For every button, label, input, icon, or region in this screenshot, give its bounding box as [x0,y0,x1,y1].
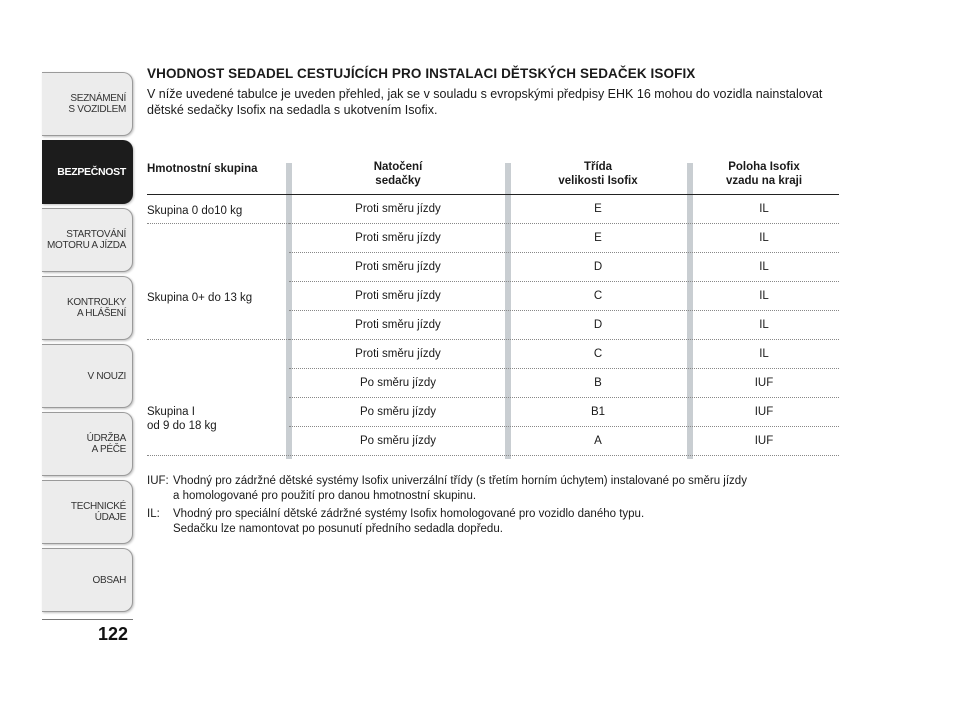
tab-label: ÚDRŽBA A PÉČE [86,433,126,455]
header-class [507,160,689,188]
tab-startovani[interactable] [42,208,133,272]
tab-label: TECHNICKÉ ÚDAJE [70,501,126,523]
table-row [147,253,839,282]
table-row [147,398,839,427]
group-text: Skupina 0+ do 13 kg [147,292,253,304]
tab-bezpecnost[interactable] [42,140,133,204]
tab-kontrolky[interactable] [42,276,133,340]
table-header [147,160,839,195]
cell-position: IL [759,290,769,302]
header-text: sedačky [375,175,421,187]
note-line: Sedačku lze namontovat po posunutí předního sedadla dopředu. [173,523,503,535]
tab-udrzba[interactable] [42,412,133,476]
header-text: Poloha Isofix [728,161,800,173]
cell-orientation: Proti směru jízdy [355,203,441,215]
tab-label: BEZPEČNOST [57,165,126,178]
note-text [173,474,837,504]
cell-class: D [593,319,603,331]
footnotes [147,474,837,540]
tab-label: SEZNÁMENÍ S VOZIDLEM [68,93,126,115]
tabs-divider [42,619,133,620]
cell-position: IL [759,319,769,331]
cell-position: IL [759,261,769,273]
tab-v-nouzi[interactable] [42,344,133,408]
cell-orientation: Proti směru jízdy [355,232,441,244]
cell-orientation: Proti směru jízdy [355,261,441,273]
cell-orientation: Proti směru jízdy [355,319,441,331]
table-row [147,369,839,398]
table-row [147,224,839,253]
cell-class: D [593,261,603,273]
section-content [147,66,847,118]
cell-class: E [594,203,602,215]
group-text: od 9 do 18 kg [147,420,217,432]
cell-orientation: Po směru jízdy [359,377,437,389]
header-text: vzadu na kraji [725,175,803,187]
table-row [147,427,839,456]
cell-class: C [593,290,603,302]
header-orientation [289,160,507,188]
group-text: Skupina I [147,406,195,418]
cell-class: E [594,232,602,244]
cell-position: IL [759,348,769,360]
cell-position: IUF [754,377,774,389]
note-key: IUF: [147,475,169,487]
header-text: Třída [583,161,613,173]
cell-position: IL [759,232,769,244]
cell-class: C [593,348,603,360]
isofix-table [147,160,839,447]
chapter-tabs [42,72,133,616]
cell-class: B [594,377,602,389]
note-iuf [147,474,837,504]
note-il [147,507,837,537]
cell-orientation: Po směru jízdy [359,435,437,447]
cell-position: IUF [754,406,774,418]
tab-seznameni[interactable] [42,72,133,136]
header-position [689,160,839,188]
table-row [147,282,839,311]
header-text: Natočení [373,161,423,173]
table-row [147,340,839,369]
tab-label: STARTOVÁNÍ MOTORU A JÍZDA [47,229,126,251]
tab-label: V NOUZI [87,370,126,382]
note-key: IL: [147,508,160,520]
note-text [173,507,837,537]
header-text: velikosti Isofix [558,175,638,187]
cell-class: A [594,435,602,447]
header-group-text: Hmotnostní skupina [147,163,258,175]
intro-paragraph: V níže uvedené tabulce je uveden přehled, jak se v souladu s evropskými předpisy EHK 16 mohou do vozidla nainstalovat dětské sedačky Isofix na sedadla s ukotvením Isofix. [147,87,823,117]
table-row [147,311,839,340]
section-title: VHODNOST SEDADEL CESTUJÍCÍCH PRO INSTALACI DĚTSKÝCH SEDAČEK ISOFIX [147,66,696,81]
note-line: Vhodný pro speciální dětské zádržné systémy Isofix homologované pro vozidlo daného typu. [173,508,645,520]
note-line: a homologované pro použití pro danou hmotnostní skupinu. [173,490,477,502]
cell-position: IL [759,203,769,215]
tab-label: OBSAH [92,574,126,586]
page-number: 122 [98,624,129,644]
group-text: Skupina 0 do10 kg [147,205,243,217]
note-line: Vhodný pro zádržné dětské systémy Isofix univerzální třídy (s třetím horním úchytem) instalované po směru jízdy [173,475,747,487]
table-row [147,195,839,224]
tab-technicke[interactable] [42,480,133,544]
cell-orientation: Proti směru jízdy [355,348,441,360]
cell-class: B1 [590,406,606,418]
cell-orientation: Proti směru jízdy [355,290,441,302]
tab-label: KONTROLKY A HLÁŠENÍ [67,297,126,319]
header-group [147,162,258,176]
cell-position: IUF [754,435,774,447]
tab-obsah[interactable] [42,548,133,612]
cell-orientation: Po směru jízdy [359,406,437,418]
